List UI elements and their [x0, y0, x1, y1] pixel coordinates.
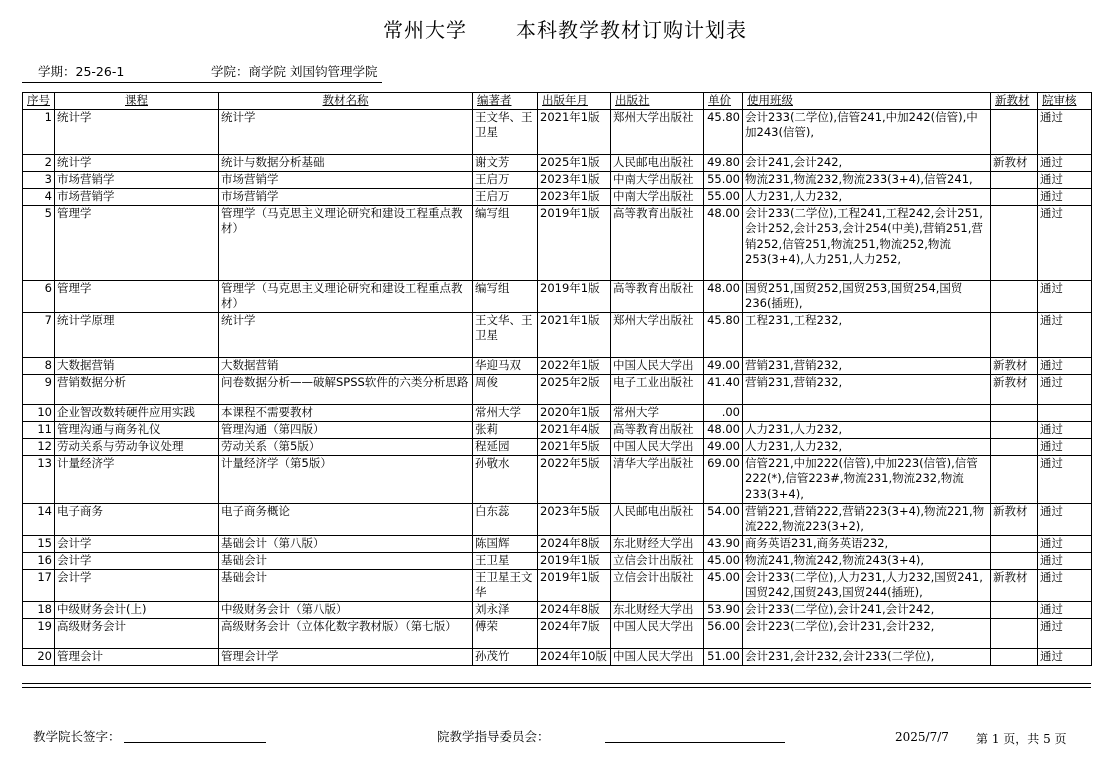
- cell-book: 统计学: [219, 312, 473, 357]
- cell-author: 编写组: [473, 280, 538, 312]
- cell-publisher: 高等教育出版社: [611, 421, 704, 438]
- cell-book: 问卷数据分析——破解SPSS软件的六类分析思路: [219, 374, 473, 404]
- cell-no: 5: [23, 205, 55, 280]
- cell-price: 41.40: [704, 374, 743, 404]
- cell-author: 华迎马双: [473, 357, 538, 374]
- committee-signature-label: 院教学指导委员会：: [437, 729, 550, 744]
- cell-course: 统计学: [55, 154, 219, 171]
- cell-course: 大数据营销: [55, 357, 219, 374]
- cell-course: 管理沟通与商务礼仪: [55, 421, 219, 438]
- col-header-price: 单价: [704, 93, 743, 110]
- cell-book: 统计学: [219, 109, 473, 154]
- cell-no: 17: [23, 569, 55, 601]
- cell-author: 傅荣: [473, 618, 538, 648]
- cell-classes: 会计233(二学位),信管241,中加242(信管),中加243(信管),: [743, 109, 991, 154]
- cell-date: 2022年1版: [538, 357, 611, 374]
- cell-no: 13: [23, 455, 55, 503]
- col-header-date: 出版年月: [538, 93, 611, 110]
- col-header-no: 序号: [23, 93, 55, 110]
- cell-publisher: 电子工业出版社: [611, 374, 704, 404]
- cell-author: 周俊: [473, 374, 538, 404]
- cell-no: 4: [23, 188, 55, 205]
- cell-no: 15: [23, 535, 55, 552]
- cell-date: 2024年8版: [538, 535, 611, 552]
- cell-author: 王卫星王文华: [473, 569, 538, 601]
- cell-course: 营销数据分析: [55, 374, 219, 404]
- university-name: 常州大学: [383, 18, 467, 42]
- cell-book: 高级财务会计（立体化数字教材版）（第七版）: [219, 618, 473, 648]
- cell-new: [991, 109, 1038, 154]
- cell-publisher: 中南大学出版社: [611, 171, 704, 188]
- cell-no: 16: [23, 552, 55, 569]
- cell-classes: 会计233(二学位),会计241,会计242,: [743, 601, 991, 618]
- table-row: [23, 171, 1092, 188]
- cell-review: 通过: [1038, 648, 1092, 665]
- cell-new: [991, 171, 1038, 188]
- cell-new: [991, 618, 1038, 648]
- table-row: [23, 601, 1092, 618]
- cell-new: [991, 404, 1038, 421]
- cell-author: 王文华、王卫星: [473, 312, 538, 357]
- col-header-book: 教材名称: [219, 93, 473, 110]
- cell-publisher: 立信会计出版社: [611, 552, 704, 569]
- cell-price: 49.80: [704, 154, 743, 171]
- cell-price: 48.00: [704, 421, 743, 438]
- cell-author: 白东蕊: [473, 503, 538, 535]
- cell-classes: 国贸251,国贸252,国贸253,国贸254,国贸236(插班),: [743, 280, 991, 312]
- cell-author: 王启万: [473, 188, 538, 205]
- col-header-classes: 使用班级: [743, 93, 991, 110]
- dean-signature-line: [124, 742, 266, 743]
- cell-publisher: 常州大学: [611, 404, 704, 421]
- cell-classes: 会计241,会计242,: [743, 154, 991, 171]
- term-label: 学期：25-26-1: [38, 64, 125, 79]
- cell-new: 新教材: [991, 503, 1038, 535]
- cell-course: 会计学: [55, 569, 219, 601]
- cell-no: 10: [23, 404, 55, 421]
- cell-date: 2023年1版: [538, 188, 611, 205]
- cell-course: 统计学原理: [55, 312, 219, 357]
- cell-classes: 物流241,物流242,物流243(3+4),: [743, 552, 991, 569]
- cell-no: 9: [23, 374, 55, 404]
- cell-book: 统计与数据分析基础: [219, 154, 473, 171]
- cell-author: 孙敬水: [473, 455, 538, 503]
- cell-classes: [743, 404, 991, 421]
- cell-course: 中级财务会计(上): [55, 601, 219, 618]
- cell-new: 新教材: [991, 569, 1038, 601]
- cell-book: 计量经济学（第5版）: [219, 455, 473, 503]
- cell-publisher: 立信会计出版社: [611, 569, 704, 601]
- table-row: [23, 569, 1092, 601]
- cell-course: 管理学: [55, 280, 219, 312]
- cell-new: [991, 455, 1038, 503]
- cell-course: 会计学: [55, 535, 219, 552]
- cell-price: 55.00: [704, 171, 743, 188]
- table-row: [23, 438, 1092, 455]
- cell-date: 2022年5版: [538, 455, 611, 503]
- cell-publisher: 中国人民大学出: [611, 618, 704, 648]
- cell-course: 计量经济学: [55, 455, 219, 503]
- cell-new: [991, 312, 1038, 357]
- cell-date: 2024年8版: [538, 601, 611, 618]
- cell-review: 通过: [1038, 312, 1092, 357]
- cell-author: 刘永泽: [473, 601, 538, 618]
- cell-price: 53.90: [704, 601, 743, 618]
- cell-date: 2025年2版: [538, 374, 611, 404]
- table-row: [23, 374, 1092, 404]
- cell-price: 49.00: [704, 357, 743, 374]
- cell-date: 2024年10版: [538, 648, 611, 665]
- col-header-author: 编著者: [473, 93, 538, 110]
- cell-no: 1: [23, 109, 55, 154]
- table-bottom-rule-2: [22, 687, 1091, 688]
- cell-course: 市场营销学: [55, 171, 219, 188]
- cell-review: 通过: [1038, 618, 1092, 648]
- cell-no: 7: [23, 312, 55, 357]
- cell-review: [1038, 404, 1092, 421]
- cell-author: 王卫星: [473, 552, 538, 569]
- col-header-new: 新教材: [991, 93, 1038, 110]
- cell-review: 通过: [1038, 154, 1092, 171]
- cell-new: [991, 601, 1038, 618]
- cell-classes: 人力231,人力232,: [743, 438, 991, 455]
- cell-author: 孙茂竹: [473, 648, 538, 665]
- col-header-course: 课程: [55, 93, 219, 110]
- cell-classes: 会计223(二学位),会计231,会计232,: [743, 618, 991, 648]
- dean-signature-label: 教学院长签字：: [33, 729, 121, 744]
- cell-date: 2021年1版: [538, 312, 611, 357]
- cell-price: 45.80: [704, 109, 743, 154]
- committee-signature-line: [605, 742, 785, 743]
- cell-no: 19: [23, 618, 55, 648]
- cell-review: 通过: [1038, 188, 1092, 205]
- cell-book: 劳动关系（第5版）: [219, 438, 473, 455]
- cell-review: 通过: [1038, 280, 1092, 312]
- cell-price: 45.00: [704, 569, 743, 601]
- cell-author: 张莉: [473, 421, 538, 438]
- cell-price: 43.90: [704, 535, 743, 552]
- cell-price: 48.00: [704, 205, 743, 280]
- cell-no: 11: [23, 421, 55, 438]
- cell-classes: 会计231,会计232,会计233(二学位),: [743, 648, 991, 665]
- page-indicator: 第 1 页，共 5 页: [976, 732, 1067, 746]
- cell-author: 王启万: [473, 171, 538, 188]
- cell-no: 3: [23, 171, 55, 188]
- cell-review: 通过: [1038, 569, 1092, 601]
- cell-book: 中级财务会计（第八版）: [219, 601, 473, 618]
- table-row: [23, 618, 1092, 648]
- cell-price: 48.00: [704, 280, 743, 312]
- cell-no: 18: [23, 601, 55, 618]
- cell-book: 基础会计（第八版）: [219, 535, 473, 552]
- cell-book: 电子商务概论: [219, 503, 473, 535]
- table-row: [23, 109, 1092, 154]
- cell-review: 通过: [1038, 438, 1092, 455]
- table-bottom-rule: [22, 683, 1091, 684]
- cell-review: 通过: [1038, 205, 1092, 280]
- cell-classes: 信管221,中加222(信管),中加223(信管),信管222(*),信管223#,物流231,物流232,物流233(3+4),: [743, 455, 991, 503]
- cell-new: [991, 535, 1038, 552]
- cell-price: 55.00: [704, 188, 743, 205]
- cell-publisher: 人民邮电出版社: [611, 154, 704, 171]
- cell-review: 通过: [1038, 421, 1092, 438]
- cell-no: 20: [23, 648, 55, 665]
- print-date: 2025/7/7: [895, 730, 949, 744]
- table-row: [23, 188, 1092, 205]
- cell-author: 王文华、王卫星: [473, 109, 538, 154]
- cell-price: .00: [704, 404, 743, 421]
- cell-classes: 营销231,营销232,: [743, 357, 991, 374]
- cell-book: 管理学（马克思主义理论研究和建设工程重点教材）: [219, 205, 473, 280]
- cell-book: 管理学（马克思主义理论研究和建设工程重点教材）: [219, 280, 473, 312]
- cell-publisher: 郑州大学出版社: [611, 312, 704, 357]
- cell-date: 2021年5版: [538, 438, 611, 455]
- cell-publisher: 中国人民大学出: [611, 648, 704, 665]
- cell-price: 45.80: [704, 312, 743, 357]
- cell-date: 2023年1版: [538, 171, 611, 188]
- table-row: [23, 455, 1092, 503]
- cell-price: 54.00: [704, 503, 743, 535]
- cell-classes: 会计233(二学位),人力231,人力232,国贸241,国贸242,国贸243,国贸244(插班),: [743, 569, 991, 601]
- cell-new: [991, 648, 1038, 665]
- cell-classes: 物流231,物流232,物流233(3+4),信管241,: [743, 171, 991, 188]
- cell-new: [991, 552, 1038, 569]
- cell-publisher: 东北财经大学出: [611, 601, 704, 618]
- cell-review: 通过: [1038, 552, 1092, 569]
- table-row: [23, 535, 1092, 552]
- cell-new: [991, 188, 1038, 205]
- cell-classes: 营销221,营销222,营销223(3+4),物流221,物流222,物流223(3+2),: [743, 503, 991, 535]
- table-row: [23, 648, 1092, 665]
- cell-price: 45.00: [704, 552, 743, 569]
- cell-publisher: 郑州大学出版社: [611, 109, 704, 154]
- cell-book: 管理沟通（第四版）: [219, 421, 473, 438]
- cell-book: 市场营销学: [219, 188, 473, 205]
- cell-new: 新教材: [991, 374, 1038, 404]
- cell-publisher: 清华大学出版社: [611, 455, 704, 503]
- cell-course: 企业智改数转硬件应用实践: [55, 404, 219, 421]
- cell-classes: 人力231,人力232,: [743, 188, 991, 205]
- cell-review: 通过: [1038, 455, 1092, 503]
- cell-date: 2021年4版: [538, 421, 611, 438]
- cell-price: 51.00: [704, 648, 743, 665]
- cell-review: 通过: [1038, 601, 1092, 618]
- cell-date: 2021年1版: [538, 109, 611, 154]
- cell-author: 程延园: [473, 438, 538, 455]
- cell-course: 会计学: [55, 552, 219, 569]
- cell-course: 高级财务会计: [55, 618, 219, 648]
- cell-book: 大数据营销: [219, 357, 473, 374]
- cell-book: 市场营销学: [219, 171, 473, 188]
- cell-price: 69.00: [704, 455, 743, 503]
- cell-author: 谢文芳: [473, 154, 538, 171]
- cell-no: 2: [23, 154, 55, 171]
- table-row: [23, 357, 1092, 374]
- table-row: [23, 552, 1092, 569]
- cell-publisher: 中国人民大学出: [611, 438, 704, 455]
- cell-publisher: 中国人民大学出: [611, 357, 704, 374]
- table-row: [23, 421, 1092, 438]
- cell-no: 14: [23, 503, 55, 535]
- cell-course: 市场营销学: [55, 188, 219, 205]
- cell-publisher: 人民邮电出版社: [611, 503, 704, 535]
- cell-course: 管理会计: [55, 648, 219, 665]
- cell-no: 8: [23, 357, 55, 374]
- cell-review: 通过: [1038, 374, 1092, 404]
- cell-classes: 营销231,营销232,: [743, 374, 991, 404]
- cell-date: 2023年5版: [538, 503, 611, 535]
- cell-review: 通过: [1038, 535, 1092, 552]
- cell-book: 基础会计: [219, 552, 473, 569]
- cell-date: 2019年1版: [538, 552, 611, 569]
- cell-date: 2019年1版: [538, 205, 611, 280]
- cell-classes: 工程231,工程232,: [743, 312, 991, 357]
- cell-review: 通过: [1038, 357, 1092, 374]
- cell-classes: 会计233(二学位),工程241,工程242,会计251,会计252,会计253,会计254(中美),营销251,营销252,信管251,物流251,物流252,物流253(3+4),人力251,人力252,: [743, 205, 991, 280]
- cell-price: 49.00: [704, 438, 743, 455]
- table-row: [23, 404, 1092, 421]
- cell-book: 基础会计: [219, 569, 473, 601]
- table-row: [23, 312, 1092, 357]
- cell-no: 6: [23, 280, 55, 312]
- cell-date: 2024年7版: [538, 618, 611, 648]
- cell-date: 2020年1版: [538, 404, 611, 421]
- cell-author: 常州大学: [473, 404, 538, 421]
- cell-book: 管理会计学: [219, 648, 473, 665]
- cell-course: 统计学: [55, 109, 219, 154]
- cell-book: 本课程不需要教材: [219, 404, 473, 421]
- cell-review: 通过: [1038, 171, 1092, 188]
- cell-no: 12: [23, 438, 55, 455]
- cell-course: 管理学: [55, 205, 219, 280]
- cell-date: 2019年1版: [538, 569, 611, 601]
- cell-course: 电子商务: [55, 503, 219, 535]
- table-row: [23, 503, 1092, 535]
- cell-new: [991, 421, 1038, 438]
- cell-new: 新教材: [991, 154, 1038, 171]
- col-header-review: 院审核: [1038, 93, 1092, 110]
- col-header-publisher: 出版社: [611, 93, 704, 110]
- cell-publisher: 高等教育出版社: [611, 280, 704, 312]
- cell-course: 劳动关系与劳动争议处理: [55, 438, 219, 455]
- cell-review: 通过: [1038, 503, 1092, 535]
- cell-new: 新教材: [991, 357, 1038, 374]
- cell-new: [991, 205, 1038, 280]
- textbook-order-table: [22, 92, 1092, 666]
- college-label: 学院：商学院 刘国钧管理学院: [211, 64, 378, 79]
- cell-price: 56.00: [704, 618, 743, 648]
- table-row: [23, 280, 1092, 312]
- cell-date: 2025年1版: [538, 154, 611, 171]
- cell-review: 通过: [1038, 109, 1092, 154]
- cell-author: 陈国辉: [473, 535, 538, 552]
- cell-publisher: 东北财经大学出: [611, 535, 704, 552]
- cell-author: 编写组: [473, 205, 538, 280]
- cell-date: 2019年1版: [538, 280, 611, 312]
- cell-classes: 人力231,人力232,: [743, 421, 991, 438]
- table-row: [23, 205, 1092, 280]
- cell-classes: 商务英语231,商务英语232,: [743, 535, 991, 552]
- form-title: 本科教学教材订购计划表: [516, 18, 747, 42]
- meta-underline: [22, 82, 382, 83]
- cell-publisher: 中南大学出版社: [611, 188, 704, 205]
- table-header-row: [23, 93, 1092, 110]
- cell-new: [991, 438, 1038, 455]
- table-row: [23, 154, 1092, 171]
- cell-publisher: 高等教育出版社: [611, 205, 704, 280]
- cell-new: [991, 280, 1038, 312]
